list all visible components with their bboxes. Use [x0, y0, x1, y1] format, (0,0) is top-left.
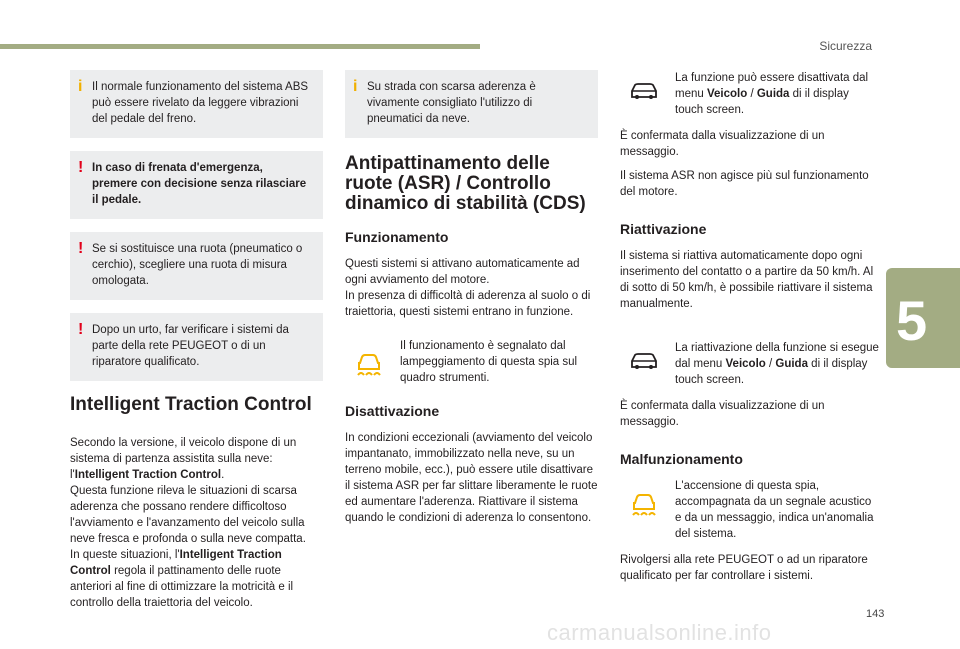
warning-icon: !	[78, 240, 84, 257]
section-title: Sicurezza	[819, 39, 872, 53]
info-text: Su strada con scarsa aderenza è vivamente consigliato l'utilizzo di pneumatici da neve.	[367, 81, 536, 125]
page-number: 143	[866, 608, 885, 620]
riattivazione-paragraph: Il sistema si riattiva automaticamente dopo ogni inserimento del contatto o a partire da 50 km/h. Al di sotto di 50 km/h, è possibile riattivare il sistema manualmente.	[620, 250, 874, 310]
info-icon: i	[353, 78, 358, 95]
chapter-tab	[886, 268, 960, 368]
malfunction-lamp-text: L'accensione di questa spia, accompagnata da un segnale acustico e da un messaggio, indica un'anomalia del sistema.	[675, 480, 874, 540]
func-paragraph-1: Questi sistemi si attivano automaticamente ad ogni avviamento del motore.	[345, 258, 580, 286]
warning-text: Se si sostituisce una ruota (pneumatico o cerchio), scegliere una ruota di misura omologata.	[92, 243, 303, 287]
column-3	[620, 70, 880, 592]
itc-heading: Intelligent Traction Control	[70, 394, 312, 415]
warning-text: In caso di frenata d'emergenza, premere con decisione senza rilasciare il pedale.	[92, 162, 307, 206]
asr-cds-heading: Antipattinamento delle ruote (ASR) / Controllo dinamico di stabilità (CDS)	[345, 153, 586, 214]
warning-text: Dopo un urto, far verificare i sistemi da parte della rete PEUGEOT o di un riparatore qualificato.	[92, 324, 289, 368]
warning-box-emergency	[70, 151, 323, 219]
column-1	[70, 70, 323, 619]
riattivazione-heading: Riattivazione	[620, 221, 707, 237]
func-paragraph-2: In presenza di difficoltà di aderenza al suolo o di traiettoria, questi sistemi entrano in funzione.	[345, 290, 591, 318]
header-accent-bar	[0, 44, 480, 49]
confirmation-text-2: È confermata dalla visualizzazione di un messaggio.	[620, 400, 825, 428]
column-2	[345, 70, 598, 534]
warning-icon: !	[78, 159, 84, 176]
info-icon: i	[78, 78, 83, 95]
skidding-car-warning-icon	[353, 348, 385, 378]
itc-detection-paragraph: Questa funzione rileva le situazioni di scarsa aderenza che possano rendere difficoltoso l'avviamento e l'avanzamento del veicolo sulla neve fresca e profonda o sulla neve compatta.	[70, 485, 306, 545]
itc-paragraph: Secondo la versione, il veicolo dispone di un sistema di partenza assistita sulla neve: l'Intelligent Traction Control.	[70, 437, 297, 481]
skidding-car-warning-icon	[628, 488, 660, 518]
deactivation-menu-text: La funzione può essere disattivata dal menu Veicolo / Guida di il display touch screen.	[675, 72, 869, 116]
disattivazione-paragraph: In condizioni eccezionali (avviamento del veicolo impantanato, immobilizzato nella neve, su un terreno mobile, ecc.), può essere utile disattivare il sistema ASR per far slittare liberamente le ruote ed aumentare l'aderenza. Riattivare il sistema quando le condizioni di aderenza lo consentono.	[345, 432, 598, 524]
info-text: Il normale funzionamento del sistema ABS può essere rivelato da leggere vibrazioni del pedale del freno.	[92, 81, 309, 125]
warning-icon: !	[78, 321, 84, 338]
malfunction-advice: Rivolgersi alla rete PEUGEOT o ad un riparatore qualificato per far controllare i sistemi.	[620, 554, 868, 582]
watermark: carmanualsonline.info	[547, 620, 772, 645]
deactivation-menu-row	[620, 70, 880, 118]
info-box-snow-tyres	[345, 70, 598, 138]
reactivation-menu-row	[620, 340, 880, 388]
asr-warning-lamp-text: Il funzionamento è segnalato dal lampeggiamento di questa spia sul quadro strumenti.	[400, 340, 578, 384]
car-menu-icon	[628, 76, 660, 106]
itc-regulation-paragraph: In queste situazioni, l'Intelligent Traction Control regola il pattinamento delle ruote anteriori al fine di ottimizzare la motricità e il controllo della traiettoria del veicolo.	[70, 549, 294, 609]
chapter-number: 5	[896, 289, 928, 352]
car-menu-icon	[628, 346, 660, 376]
disattivazione-heading: Disattivazione	[345, 403, 440, 419]
asr-warning-lamp-row	[345, 338, 598, 386]
warning-box-wheel	[70, 232, 323, 300]
warning-box-crash	[70, 313, 323, 381]
funzionamento-heading: Funzionamento	[345, 229, 449, 245]
malfunzionamento-heading: Malfunzionamento	[620, 451, 743, 467]
asr-note: Il sistema ASR non agisce più sul funzionamento del motore.	[620, 170, 869, 198]
malfunction-lamp-row	[620, 478, 880, 542]
confirmation-text-1: È confermata dalla visualizzazione di un messaggio.	[620, 130, 825, 158]
reactivation-menu-text: La riattivazione della funzione si esegue dal menu Veicolo / Guida di il display touch screen.	[675, 342, 879, 386]
info-box-abs	[70, 70, 323, 138]
